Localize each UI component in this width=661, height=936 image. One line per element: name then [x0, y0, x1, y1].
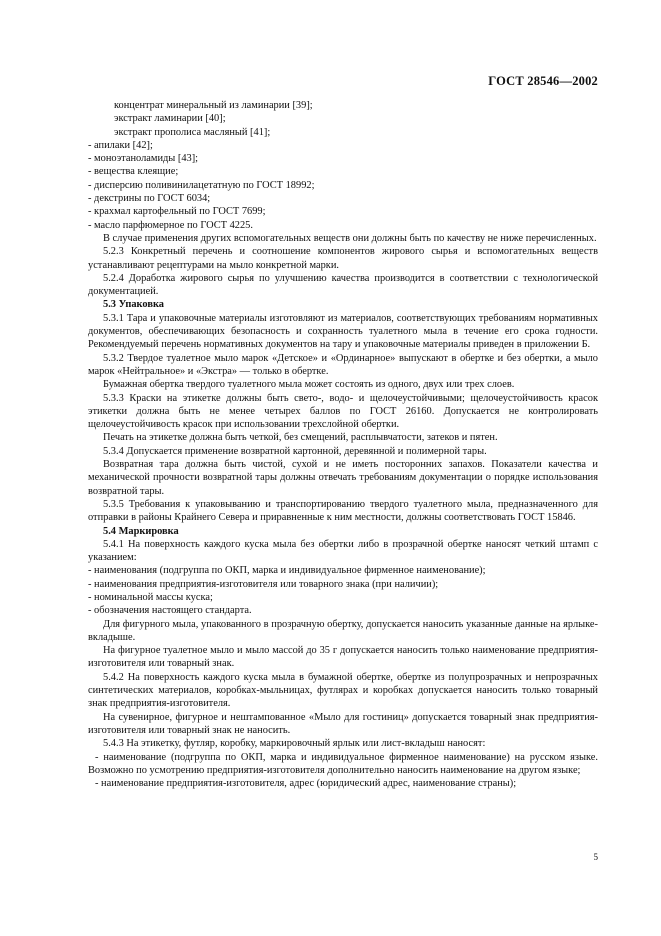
section-heading-packaging: 5.3 Упаковка: [103, 299, 164, 311]
list-item: - крахмал картофельный по ГОСТ 7699;: [88, 206, 266, 218]
paragraph-5-3-3: 5.3.3 Краски на этикетке должны быть свето-, водо- и щелочеустойчивыми; щелочеустойчивость красок этикетки должна быть не менее четырех баллов по ГОСТ 26160. Допускается не контролировать щелочеустойчивость красок при использовании трехслойной обертки.: [88, 392, 598, 431]
document-body: [88, 99, 598, 790]
document-header-standard: ГОСТ 28546—2002: [488, 74, 598, 88]
paragraph-5-4-3: 5.4.3 На этикетку, футляр, коробку, маркировочный ярлык или лист-вкладыш наносят:: [103, 738, 486, 750]
list-item: - обозначения настоящего стандарта.: [88, 605, 252, 617]
section-heading-marking: 5.4 Маркировка: [103, 525, 179, 537]
list-item: - апилаки [42];: [88, 139, 153, 151]
paragraph-souvenir-soap: На сувенирное, фигурное и нештампованное «Мыло для гостиниц» допускается товарный знак предприятия-изготовителя или товарный знак не наносить.: [88, 711, 598, 736]
list-item: - декстрины по ГОСТ 6034;: [88, 193, 211, 205]
list-item: - моноэтаноламиды [43];: [88, 153, 199, 165]
paragraph-5-3-1: 5.3.1 Тара и упаковочные материалы изготовляют из материалов, соответствующих требованиям нормативных документов, обеспечивающих безопасность и сохранность туалетного мыла в течение его срока годности. Рекомендуемый перечень нормативных документов на тару и упаковочные материалы приведен в приложении Б.: [88, 312, 598, 351]
paragraph-aux-substances: В случае применения других вспомогательных веществ они должны быть по качеству не ниже перечисленных.: [103, 232, 597, 244]
list-item: - наименования (подгруппа по ОКП, марка и индивидуальное фирменное наименование);: [88, 565, 486, 577]
paragraph-figured-soap-35g: На фигурное туалетное мыло и мыло массой до 35 г допускается наносить только наименование предприятия-изготовителя или товарный знак.: [88, 645, 598, 670]
paragraph-5-3-5: 5.3.5 Требования к упаковыванию и транспортированию твердого туалетного мыла, предназначенного для отправки в районы Крайнего Севера и приравненные к ним местности, должны соответствовать ГОСТ 15846.: [88, 498, 598, 524]
paragraph-5-2-3: 5.2.3 Конкретный перечень и соотношение компонентов жирового сырья и вспомогательных веществ устанавливают рецептурами на мыло конкретной марки.: [88, 246, 598, 271]
paragraph-wrapper-layers: Бумажная обертка твердого туалетного мыла может состоять из одного, двух или трех слоев.: [103, 379, 515, 391]
paragraph-print-quality: Печать на этикетке должна быть четкой, без смещений, расплывчатости, затеков и пятен.: [103, 432, 498, 444]
list-item: - масло парфюмерное по ГОСТ 4225.: [88, 219, 253, 231]
paragraph-5-2-4: 5.2.4 Доработка жирового сырья по улучшению качества производится в соответствии с технологической документацией.: [88, 272, 598, 298]
list-item: - наименование предприятия-изготовителя, адрес (юридический адрес, наименование страны);: [95, 778, 517, 790]
list-item: - номинальной массы куска;: [88, 591, 213, 603]
paragraph-5-4-2: 5.4.2 На поверхность каждого куска мыла в бумажной обертке, обертке из полупрозрачных и непрозрачных синтетических материалов, коробках-мыльницах, футлярах и коробках допускается наносить только товарный знак предприятия-изготовителя.: [88, 671, 598, 710]
list-item: концентрат минеральный из ламинарии [39];: [114, 100, 313, 111]
list-item: - наименование (подгруппа по ОКП, марка и индивидуальное фирменное наименование) на русском языке. Возможно по усмотрению предприятия-изготовителя дополнительно наносить наименование на другом языке;: [88, 751, 598, 776]
paragraph-5-3-2: 5.3.2 Твердое туалетное мыло марок «Детское» и «Ординарное» выпускают в обертке и без обертки, а мыло марок «Нейтральное» и «Экстра» — только в обертке.: [88, 352, 598, 377]
paragraph-figured-soap: Для фигурного мыла, упакованного в прозрачную обертку, допускается наносить указанные данные на ярлыке-вкладыше.: [88, 618, 598, 643]
list-item: - вещества клеящие;: [88, 166, 179, 178]
list-item: экстракт прополиса масляный [41];: [114, 126, 271, 138]
paragraph-5-4-1: 5.4.1 На поверхность каждого куска мыла без обертки либо в прозрачной обертке наносят четкий штамп с указанием:: [88, 538, 598, 564]
paragraph-returnable-packaging: Возвратная тара должна быть чистой, сухой и не иметь посторонних запахов. Показатели качества и механической прочности возвратной тары должны отвечать требованиям документации о порядке использования возвратной тары.: [88, 459, 598, 497]
list-item: - дисперсию поливинилацетатную по ГОСТ 18992;: [88, 179, 315, 191]
paragraph-5-3-4: 5.3.4 Допускается применение возвратной картонной, деревянной и полимерной тары.: [103, 445, 487, 457]
page-number: 5: [593, 852, 598, 862]
list-item: - наименования предприятия-изготовителя или товарного знака (при наличии);: [88, 578, 439, 590]
list-item: экстракт ламинарии [40];: [114, 113, 226, 125]
